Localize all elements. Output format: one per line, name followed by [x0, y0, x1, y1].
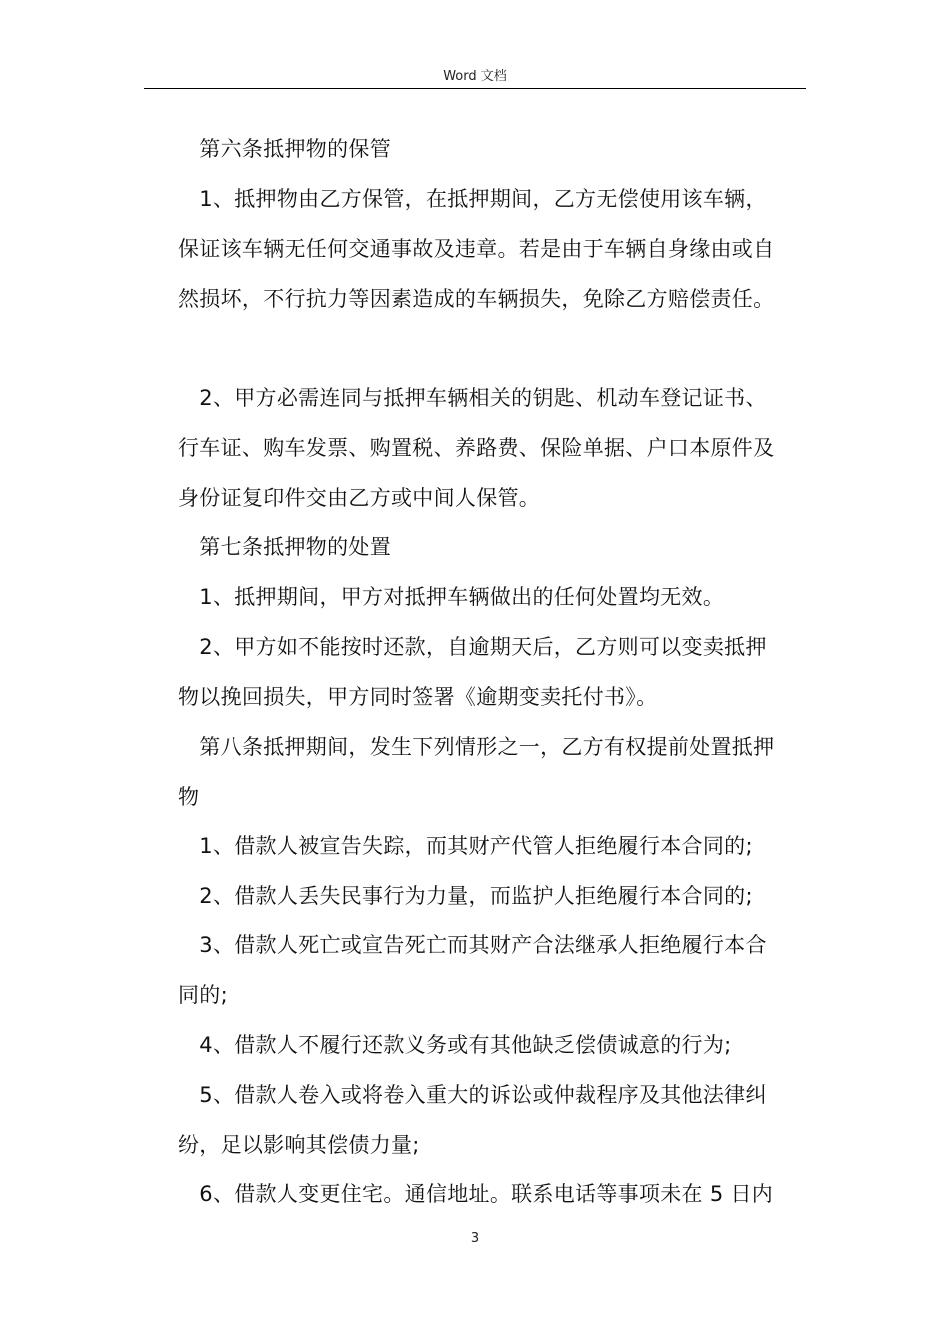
page-number: 3 — [470, 1231, 480, 1246]
text-line: 物 — [178, 785, 200, 809]
paragraph-article-7-title — [178, 535, 806, 560]
paragraph-article-8-item-4 — [178, 1033, 806, 1058]
text-line: 第八条抵押期间，发生下列情形之一，乙方有权提前处置抵押 — [178, 735, 775, 759]
paragraph-article-6-item-2 — [178, 386, 806, 511]
text-line: 3、借款人死亡或宣告死亡而其财产合法继承人拒绝履行本合 — [178, 933, 767, 957]
text-line: 2、借款人丢失民事行为力量，而监护人拒绝履行本合同的; — [178, 884, 753, 908]
text-line: 2、甲方必需连同与抵押车辆相关的钥匙、机动车登记证书、 — [178, 386, 767, 410]
paragraph-article-8-item-1 — [178, 834, 806, 859]
text-line: 身份证复印件交由乙方或中间人保管。 — [178, 486, 541, 510]
text-line: 保证该车辆无任何交通事故及违章。若是由于车辆自身缘由或自 — [178, 237, 775, 261]
page-header: Word 文档 — [443, 69, 507, 84]
text-line: 1、借款人被宣告失踪，而其财产代管人拒绝履行本合同的; — [178, 834, 753, 858]
text-line: 1、抵押期间，甲方对抵押车辆做出的任何处置均无效。 — [178, 585, 725, 609]
text-line: 纷，足以影响其偿债力量; — [178, 1133, 420, 1157]
paragraph-article-7-item-2 — [178, 635, 806, 710]
header-divider — [144, 88, 806, 89]
paragraph-article-8-title — [178, 735, 806, 810]
paragraph-article-6-item-1 — [178, 187, 806, 312]
paragraph-article-8-item-5 — [178, 1083, 806, 1158]
text-line: 1、抵押物由乙方保管，在抵押期间，乙方无偿使用该车辆， — [178, 187, 767, 211]
paragraph-article-8-item-3 — [178, 933, 806, 1008]
text-line: 然损坏，不行抗力等因素造成的车辆损失，免除乙方赔偿责任。 — [178, 287, 775, 311]
paragraph-article-8-item-6 — [178, 1182, 806, 1207]
paragraph-article-6-title — [178, 137, 806, 162]
text-line: 2、甲方如不能按时还款，自逾期天后，乙方则可以变卖抵押 — [178, 635, 767, 659]
text-line: 同的; — [178, 983, 228, 1007]
text-line: 第六条抵押物的保管 — [178, 137, 391, 161]
text-line: 5、借款人卷入或将卷入重大的诉讼或仲裁程序及其他法律纠 — [178, 1083, 767, 1107]
text-line: 6、借款人变更住宅。通信地址。联系电话等事项未在 5 日内 — [178, 1182, 774, 1206]
text-line: 第七条抵押物的处置 — [178, 535, 391, 559]
text-line: 行车证、购车发票、购置税、养路费、保险单据、户口本原件及 — [178, 436, 775, 460]
text-line: 4、借款人不履行还款义务或有其他缺乏偿债诚意的行为; — [178, 1033, 732, 1057]
paragraph-article-8-item-2 — [178, 884, 806, 909]
paragraph-article-7-item-1 — [178, 585, 806, 610]
text-line: 物以挽回损失，甲方同时签署《逾期变卖托付书》。 — [178, 685, 658, 709]
